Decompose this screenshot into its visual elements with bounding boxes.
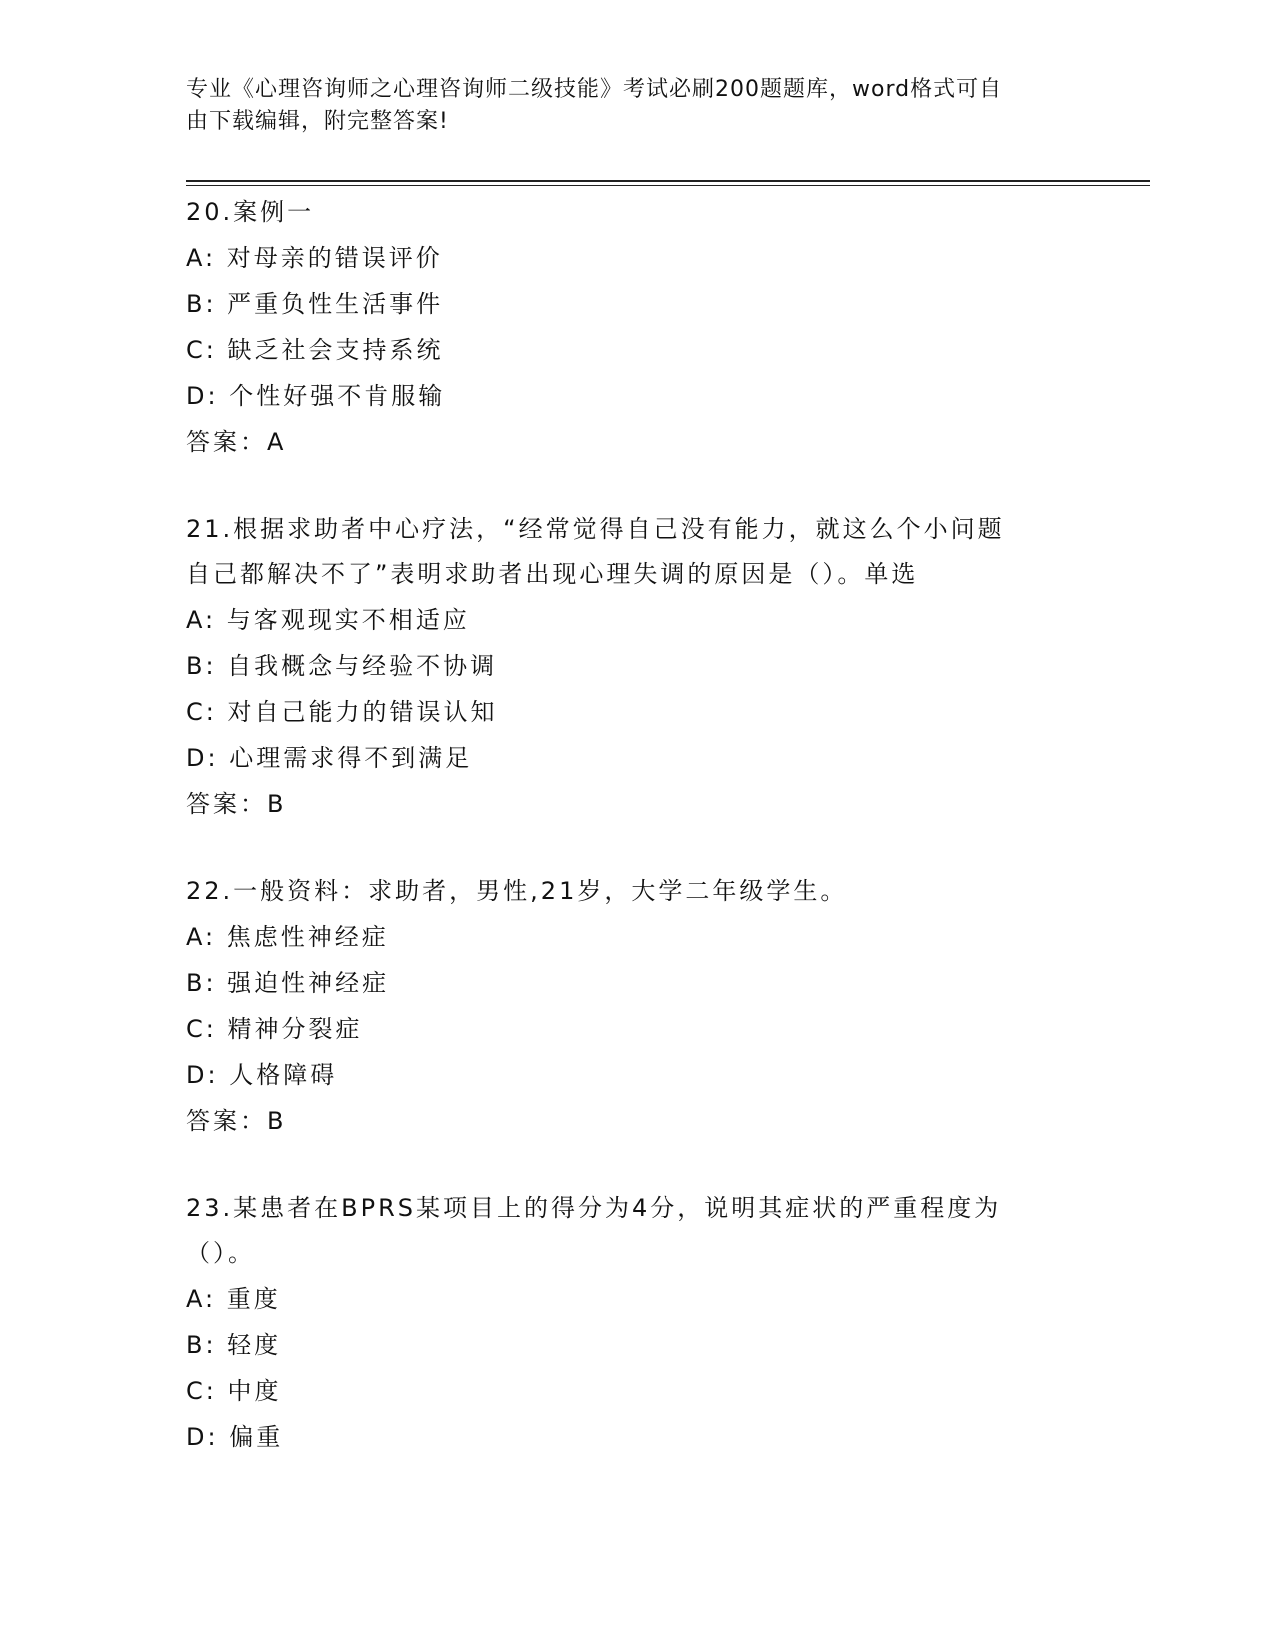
option-d: D: 人格障碍 (186, 1061, 338, 1089)
header-line-1: 专业《心理咨询师之心理咨询师二级技能》考试必刷200题题库，word格式可自 (186, 77, 1003, 102)
header-divider-thin (186, 185, 1150, 186)
question-stem: 23.某患者在BPRS某项目上的得分为4分，说明其症状的严重程度为 (186, 1194, 1002, 1222)
option-d: D: 偏重 (186, 1423, 284, 1451)
option-a: A: 重度 (186, 1285, 281, 1313)
question-22 (186, 869, 1086, 1144)
option-a: A: 焦虑性神经症 (186, 923, 389, 951)
option-a: A: 对母亲的错误评价 (186, 244, 443, 272)
question-stem: 22.一般资料：求助者，男性,21岁，大学二年级学生。 (186, 877, 848, 905)
option-d: D: 个性好强不肯服输 (186, 382, 446, 410)
option-c: C: 精神分裂症 (186, 1015, 363, 1043)
option-d: D: 心理需求得不到满足 (186, 744, 473, 772)
document-header (186, 74, 1086, 138)
answer-line: 答案：B (186, 1107, 287, 1135)
option-c: C: 缺乏社会支持系统 (186, 336, 444, 364)
question-stem: 21.根据求助者中心疗法，“经常觉得自己没有能力，就这么个小问题 (186, 515, 1005, 543)
question-stem-cont: 自己都解决不了”表明求助者出现心理失调的原因是（）。单选 (186, 560, 919, 588)
question-stem: 20.案例一 (186, 198, 315, 226)
question-20 (186, 190, 1086, 465)
header-divider (186, 180, 1150, 182)
option-b: B: 强迫性神经症 (186, 969, 390, 997)
option-c: C: 中度 (186, 1377, 282, 1405)
header-line-2: 由下载编辑，附完整答案! (186, 109, 449, 134)
question-23 (186, 1186, 1086, 1460)
question-21 (186, 507, 1086, 827)
option-b: B: 自我概念与经验不协调 (186, 652, 498, 680)
option-a: A: 与客观现实不相适应 (186, 606, 470, 634)
answer-line: 答案：A (186, 428, 287, 456)
option-c: C: 对自己能力的错误认知 (186, 698, 498, 726)
question-stem-cont: （）。 (186, 1239, 255, 1267)
option-b: B: 严重负性生活事件 (186, 290, 444, 318)
option-b: B: 轻度 (186, 1331, 282, 1359)
answer-line: 答案：B (186, 790, 287, 818)
question-list (186, 190, 1086, 1502)
